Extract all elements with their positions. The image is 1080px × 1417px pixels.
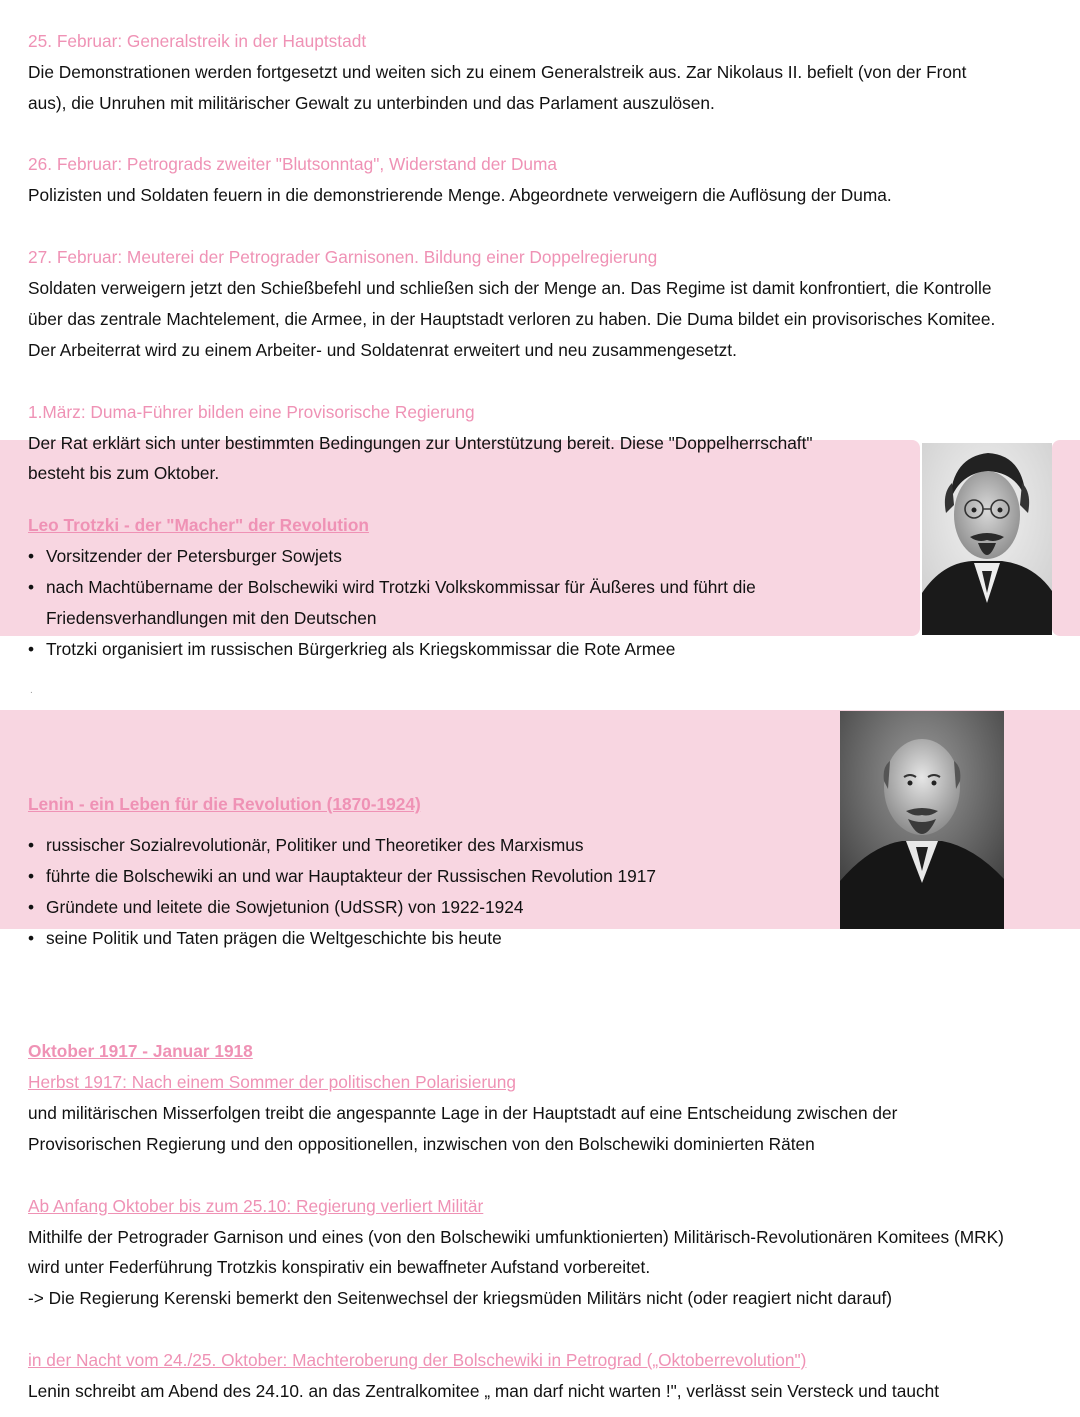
section-text-line: Mithilfe der Petrograder Garnison und eines (von den Bolschewiki umfunktionierten) Militärisch-Revolutionären Komitees (MRK) (28, 1227, 1004, 1247)
oktober-title: Oktober 1917 - Januar 1918 (28, 1041, 253, 1061)
section-text-line: und militärischen Misserfolgen treibt die angespannte Lage in der Hauptstadt auf eine Entscheidung zwischen der (28, 1103, 898, 1123)
section-text-line: über das zentrale Machtelement, die Armee, in der Hauptstadt verloren zu haben. Die Duma bildet ein provisorisches Komitee. (28, 309, 996, 329)
stray-dot: . (30, 685, 33, 696)
section-text-line: Der Arbeiterrat wird zu einem Arbeiter- und Soldatenrat erweitert und neu zusammengesetzt. (28, 340, 737, 360)
oktober-subheading-militaer: Ab Anfang Oktober bis zum 25.10: Regierung verliert Militär (28, 1196, 484, 1216)
lenin-bullet-list (28, 830, 656, 954)
section-text-line: Polizisten und Soldaten feuern in die demonstrierende Menge. Abgeordnete verweigern die Auflösung der Duma. (28, 185, 892, 205)
trotzki-heading: Leo Trotzki - der "Macher" der Revolution (28, 515, 369, 535)
section-heading-25-februar: 25. Februar: Generalstreik in der Hauptstadt (28, 31, 367, 51)
section-text-line: wird unter Federführung Trotzkis konspirativ ein bewaffneter Aufstand vorbereitet. (28, 1257, 651, 1277)
section-text-line: Provisorischen Regierung und den oppositionellen, inzwischen von den Bolschewiki dominierten Räten (28, 1134, 815, 1154)
trotzki-portrait (922, 443, 1052, 635)
list-item: • führte die Bolschewiki an und war Hauptakteur der Russischen Revolution 1917 (28, 861, 656, 892)
section-text-line: aus), die Unruhen mit militärischer Gewalt zu unterbinden und das Parlament auszulösen. (28, 93, 715, 113)
list-item: • seine Politik und Taten prägen die Weltgeschichte bis heute (28, 923, 656, 954)
oktober-subheading-herbst: Herbst 1917: Nach einem Sommer der politischen Polarisierung (28, 1072, 516, 1092)
highlight-band-trotzki-edge (1052, 440, 1080, 636)
list-item: • Gründete und leitete die Sowjetunion (UdSSR) von 1922-1924 (28, 892, 656, 923)
section-text-line: besteht bis zum Oktober. (28, 463, 220, 483)
section-heading-1-maerz: 1.März: Duma-Führer bilden eine Provisorische Regierung (28, 402, 475, 422)
section-text-line: Die Demonstrationen werden fortgesetzt und weiten sich zu einem Generalstreik aus. Zar Nikolaus II. befielt (von der Front (28, 62, 967, 82)
section-heading-27-februar: 27. Februar: Meuterei der Petrograder Garnisonen. Bildung einer Doppelregierung (28, 247, 658, 267)
trotzki-bullet-list (28, 541, 756, 665)
section-text-line: Lenin schreibt am Abend des 24.10. an das Zentralkomitee „ man darf nicht warten !", verlässt sein Versteck und taucht (28, 1381, 940, 1401)
list-item: • nach Machtübername der Bolschewiki wird Trotzki Volkskommissar für Äußeres und führt die Friedensverhandlungen mit den Deutschen (28, 572, 756, 634)
lenin-portrait (840, 711, 1004, 929)
lenin-heading: Lenin - ein Leben für die Revolution (1870-1924) (28, 794, 421, 814)
oktober-subheading-machteroberung: in der Nacht vom 24./25. Oktober: Machteroberung der Bolschewiki in Petrograd („Oktoberrevolution") (28, 1350, 807, 1370)
section-text-line: Soldaten verweigern jetzt den Schießbefehl und schließen sich der Menge an. Das Regime ist damit konfrontiert, die Kontrolle (28, 278, 992, 298)
section-heading-26-februar: 26. Februar: Petrograds zweiter "Blutsonntag", Widerstand der Duma (28, 154, 558, 174)
list-item: • Vorsitzender der Petersburger Sowjets (28, 541, 756, 572)
section-text-line: -> Die Regierung Kerenski bemerkt den Seitenwechsel der kriegsmüden Militärs nicht (oder reagiert nicht darauf) (28, 1288, 892, 1308)
list-item: • Trotzki organisiert im russischen Bürgerkrieg als Kriegskommissar die Rote Armee (28, 634, 756, 665)
section-text-line: Der Rat erklärt sich unter bestimmten Bedingungen zur Unterstützung bereit. Diese "Doppelherrschaft" (28, 433, 813, 453)
list-item: • russischer Sozialrevolutionär, Politiker und Theoretiker des Marxismus (28, 830, 656, 861)
